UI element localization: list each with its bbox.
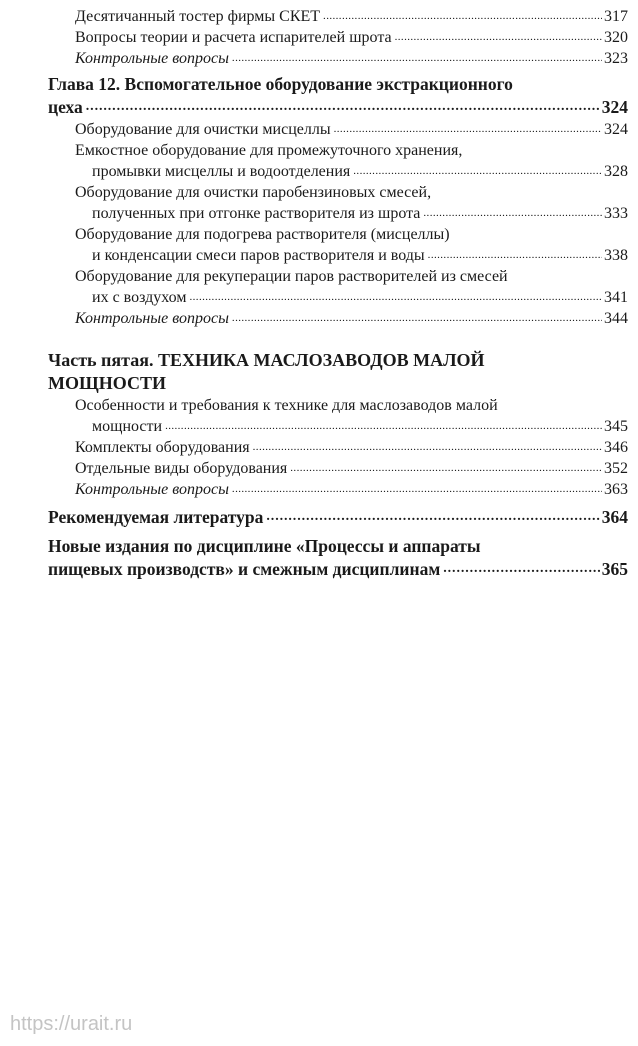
literature-page: 364 <box>601 507 628 527</box>
new-editions-line1: Новые издания по дисциплине «Процессы и аппараты <box>48 536 481 556</box>
toc-entry[interactable] <box>48 6 628 27</box>
toc-entry-page: 344 <box>604 310 628 327</box>
new-editions-page: 365 <box>601 559 628 579</box>
leader-dots <box>323 8 602 24</box>
toc-entry[interactable] <box>48 266 628 308</box>
toc-entry-page: 324 <box>604 121 628 138</box>
chapter-title-line1: Глава 12. Вспомогательное оборудование экстракционного <box>48 74 513 94</box>
leader-dots <box>253 439 602 455</box>
toc-entry-title-line2: и конденсации смеси паров растворителя и воды <box>92 247 425 264</box>
toc-entry-title: Комплекты оборудования <box>75 439 250 456</box>
toc-entry-page: 363 <box>604 481 628 498</box>
toc-entry[interactable] <box>48 27 628 48</box>
toc-entry-questions[interactable] <box>48 48 628 69</box>
toc-entry-title-line1: Оборудование для очистки паробензиновых смесей, <box>75 184 432 201</box>
leader-dots <box>423 205 602 221</box>
toc-entry-title: Отдельные виды оборудования <box>75 460 288 477</box>
leader-dots <box>232 310 602 326</box>
leader-dots <box>290 460 602 476</box>
chapter-12-heading[interactable] <box>48 73 628 119</box>
toc-entry-page: 323 <box>604 50 628 67</box>
leader-dots <box>165 418 602 434</box>
leader-dots <box>190 289 603 305</box>
leader-dots <box>443 560 600 578</box>
toc-entry-title: Контрольные вопросы <box>75 50 229 67</box>
toc-entry-page: 320 <box>604 29 628 46</box>
chapter-title-line2: цеха <box>48 97 83 117</box>
toc-entry-title-line1: Оборудование для рекуперации паров растворителей из смесей <box>75 268 508 285</box>
part-5-heading[interactable] <box>48 349 628 395</box>
toc-entry-questions[interactable] <box>48 479 628 500</box>
toc-entry-title-line1: Емкостное оборудование для промежуточного хранения, <box>75 142 463 159</box>
new-editions-heading[interactable] <box>48 535 628 581</box>
literature-heading[interactable] <box>48 506 628 529</box>
leader-dots <box>428 247 602 263</box>
toc-entry-title-line1: Особенности и требования к технике для маслозаводов малой <box>75 397 498 414</box>
literature-title: Рекомендуемая литература <box>48 507 264 527</box>
leader-dots <box>232 50 602 66</box>
toc-entry[interactable] <box>48 395 628 437</box>
toc-entry[interactable] <box>48 140 628 182</box>
toc-entry-title-line2: промывки мисцеллы и водоотделения <box>92 163 351 180</box>
toc-entry[interactable] <box>48 458 628 479</box>
part-title-line2: МОЩНОСТИ <box>48 373 166 393</box>
toc-entry-page: 341 <box>604 289 628 306</box>
toc-entry-title-line2: мощности <box>92 418 163 435</box>
toc-entry-page: 352 <box>604 460 628 477</box>
toc-entry-page: 328 <box>604 163 628 180</box>
toc-entry[interactable] <box>48 119 628 140</box>
toc-entry-title: Десятичанный тостер фирмы СКЕТ <box>75 8 321 25</box>
toc-entry-page: 345 <box>604 418 628 435</box>
toc-entry-title-line1: Оборудование для подогрева растворителя (мисцеллы) <box>75 226 450 243</box>
toc-entry-title: Контрольные вопросы <box>75 310 229 327</box>
chapter-page: 324 <box>601 97 628 117</box>
new-editions-line2: пищевых производств» и смежным дисциплинам <box>48 559 441 579</box>
toc-entry-questions[interactable] <box>48 308 628 329</box>
toc-entry[interactable] <box>48 182 628 224</box>
leader-dots <box>395 29 602 45</box>
toc-entry-page: 333 <box>604 205 628 222</box>
toc-entry[interactable] <box>48 224 628 266</box>
toc-entry-title: Контрольные вопросы <box>75 481 229 498</box>
toc-entry-page: 338 <box>604 247 628 264</box>
toc-entry-title-line2: их с воздухом <box>92 289 187 306</box>
toc-entry-page: 317 <box>604 8 628 25</box>
leader-dots <box>353 163 602 179</box>
toc-entry[interactable] <box>48 437 628 458</box>
watermark-url: https://urait.ru <box>10 1013 133 1035</box>
toc-entry-title: Вопросы теории и расчета испарителей шрота <box>75 29 392 46</box>
leader-dots <box>86 98 600 116</box>
table-of-contents <box>48 6 628 581</box>
leader-dots <box>266 508 599 526</box>
toc-entry-page: 346 <box>604 439 628 456</box>
leader-dots <box>334 121 602 137</box>
toc-entry-title: Оборудование для очистки мисцеллы <box>75 121 331 138</box>
part-title-line1: Часть пятая. ТЕХНИКА МАСЛОЗАВОДОВ МАЛОЙ <box>48 350 485 370</box>
leader-dots <box>232 481 602 497</box>
toc-entry-title-line2: полученных при отгонке растворителя из шрота <box>92 205 421 222</box>
